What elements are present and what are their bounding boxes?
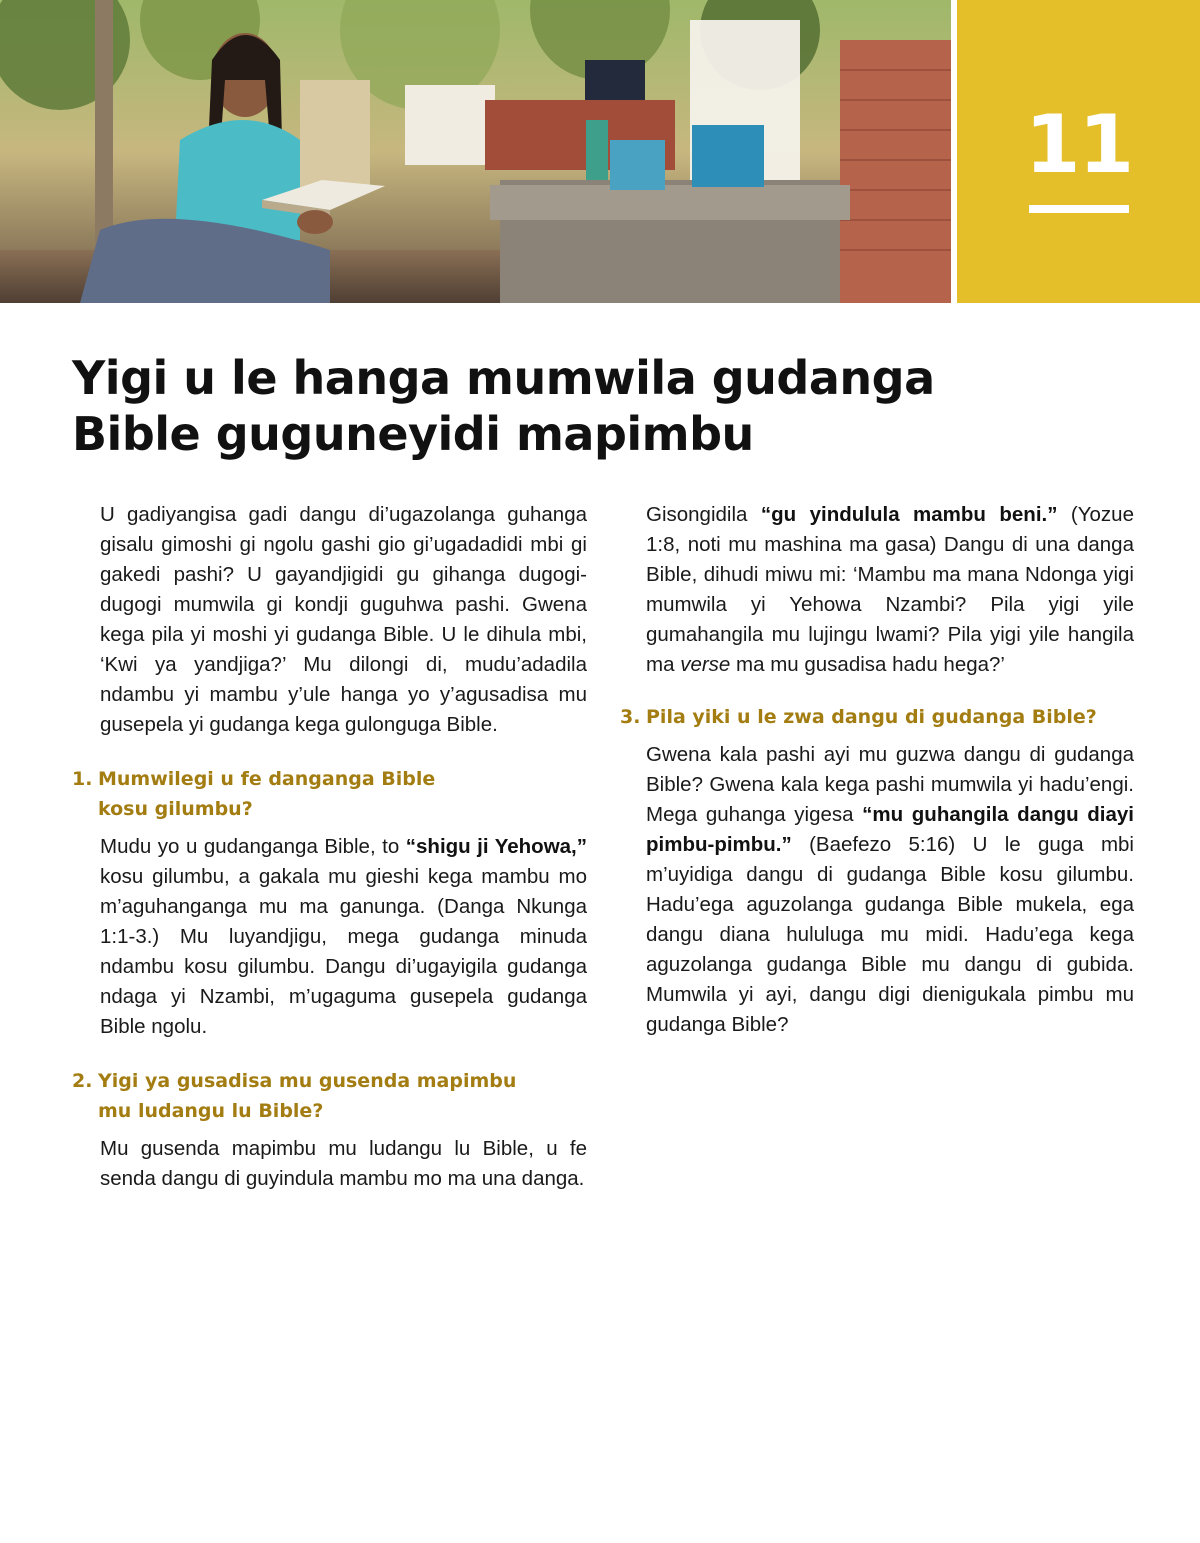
question-text [98,764,587,824]
emphasized-quote: “gu yindulula mambu beni.” [760,503,1058,526]
chapter-underline [1029,205,1129,213]
answer-paragraph-2-start [72,1134,587,1194]
chapter-number: 11 [1024,98,1133,191]
question-text-line-2: kosu gilumbu? [98,798,253,820]
answer-text: Mu gusenda mapimbu mu ludangu lu Bible, u fe senda dangu di guyindula mambu mo ma una danga. [100,1137,587,1190]
answer-text: kosu gilumbu, a gakala mu gieshi kega mambu mo m’aguhanganga mu ma ganunga. (Danga Nkunga 1:1-3.) Mu luyandjigu, mega gudanga minuda ndambu kosu gilumbu. Dangu di’ugayigila gudanga ndaga yi Nzambi, m’ugaguma gusepela gudanga Bible ngolu. [100,865,587,1038]
question-text: Pila yiki u le zwa dangu di gudanga Bible? [646,706,1097,728]
answer-paragraph-3 [620,740,1134,1040]
question-text [98,1066,587,1126]
question-heading-3 [620,702,1134,732]
answer-text: Gisongidila [646,503,761,526]
question-number: 1. [72,768,93,790]
question-heading-2 [72,1066,587,1126]
question-text-line-2: mu ludangu lu Bible? [98,1100,324,1122]
right-column [620,500,1134,1040]
answer-paragraph-2-continued [620,500,1134,680]
italic-term: verse [680,653,731,676]
emphasized-quote: “shigu ji Yehowa,” [405,835,587,858]
page-title [72,350,1072,462]
answer-paragraph-1 [72,832,587,1042]
woman-reading-bible-photo [0,0,951,303]
answer-text: ma mu gusadisa hadu hega?’ [730,653,1005,676]
question-text-line-1: Yigi ya gusadisa mu gusenda mapimbu [98,1070,517,1092]
question-number: 2. [72,1070,93,1092]
page-title-line-2: Bible guguneyidi mapimbu [72,407,754,461]
emphasized-quote: “mu guhangila dangu diayi pimbu-pimbu.” [646,803,1134,856]
answer-text: (Yozue 1:8, noti mu mashina ma gasa) Dangu di una danga Bible, dihudi miwu mi: ‘Mambu ma mana Ndonga yigi mumwila yi Yehowa Nzambi? Pila yigi yile gumahangila mu lujingu lwami? Pila yigi yile hangila ma [646,503,1134,676]
answer-text: Gwena kala pashi ayi mu guzwa dangu di gudanga Bible? Gwena kala kega pashi mumwila yi hadu’engi. Mega guhanga yigesa [646,743,1134,826]
answer-text: Mudu yo u gudanganga Bible, to [100,835,406,858]
page-title-line-1: Yigi u le hanga mumwila gudanga [72,351,935,405]
question-number: 3. [620,706,641,728]
intro-paragraph: U gadiyangisa gadi dangu di’ugazolanga guhanga gisalu gimoshi gi ngolu gashi gio gi’ugadadidi mbi gi gakedi pashi? U gayandjigidi gu gihanga dugogi-dugogi mumwila gi kondji guguhwa pashi. Gwena kega pila yi moshi yi gudanga Bible. U le dihula mbi, ‘Kwi ya yandjiga?’ Mu dilongi di, mudu’adadila ndambu yi mambu y’ule hanga yo y’agusadisa mu gusepela yi gudanga kega gulonguga Bible. [100,503,587,736]
header-photo [0,0,951,303]
chapter-badge [957,0,1200,303]
answer-text: (Baefezo 5:16) U le guga mbi m’uyidiga dangu di gudanga Bible kosu gilumbu. Hadu’ega aguzolanga gudanga Bible mukela, ega dangu diana hululuga mu midi. Hadu’ega kega aguzolanga gudanga Bible mu dangu di gubida. Mumwila yi ayi, dangu digi dienigukala pimbu mu gudanga Bible? [646,833,1134,1036]
question-text-line-1: Mumwilegi u fe danganga Bible [98,768,436,790]
question-heading-1 [72,764,587,824]
left-column [72,500,587,1194]
